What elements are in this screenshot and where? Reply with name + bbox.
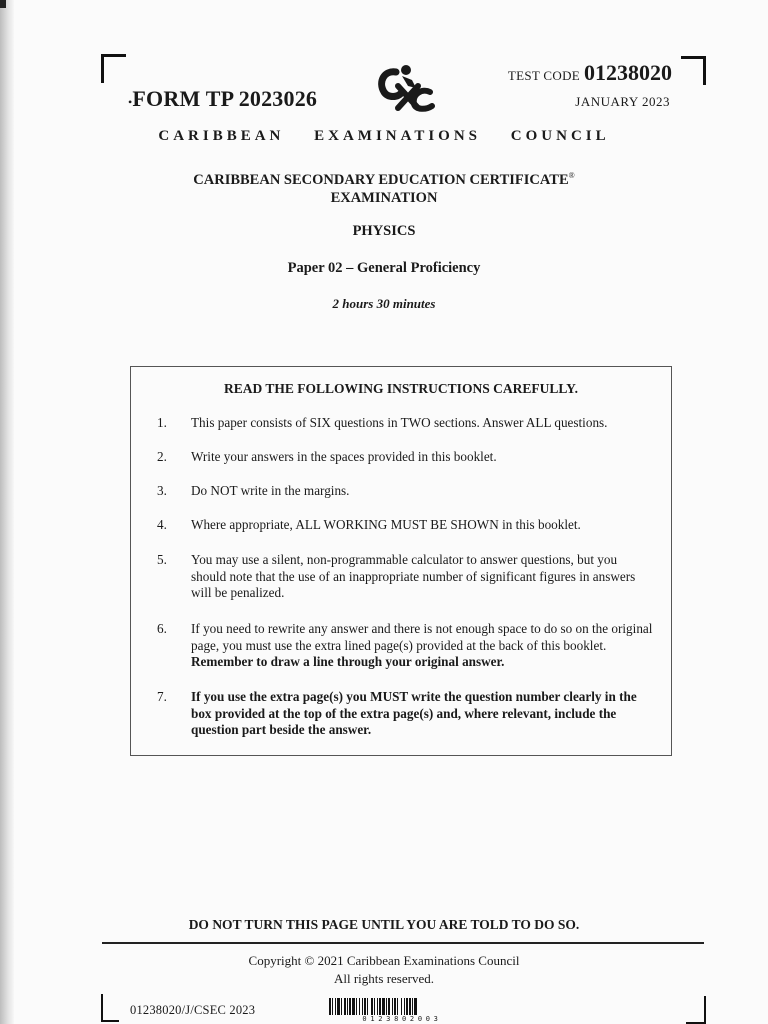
instruction-text: This paper consists of SIX questions in TWO sections. Answer ALL questions. (191, 415, 608, 430)
barcode-bars (329, 998, 475, 1015)
subject-title: PHYSICS (352, 223, 416, 239)
barcode (329, 998, 475, 1024)
instruction-text: If you need to rewrite any answer and there is not enough space to do so on the original page, you must use the extra lined page(s) provided at the back of this booklet. (191, 621, 653, 653)
registration-mark-bottom-right (686, 996, 706, 1024)
instruction-number: 2. (157, 449, 167, 464)
registered-mark: ® (568, 171, 575, 180)
page-edge-shadow (0, 0, 14, 1024)
copyright-line-2: All rights reserved. (333, 971, 434, 986)
footer-divider (102, 942, 704, 944)
instruction-number: 3. (157, 483, 167, 498)
instructions-title: READ THE FOLLOWING INSTRUCTIONS CAREFULLY. (224, 381, 578, 396)
instruction-number: 6. (157, 621, 167, 636)
test-code-label: TEST CODE (507, 68, 580, 83)
form-mark: • (128, 95, 133, 109)
barcode-digits: 0123802003 (362, 1015, 442, 1023)
instruction-text: Write your answers in the spaces provided in this booklet. (191, 449, 497, 464)
council-name: CARIBBEAN EXAMINATIONS COUNCIL (158, 128, 610, 144)
instruction-number: 1. (157, 415, 167, 430)
copyright-line-1: Copyright © 2021 Caribbean Examinations Council (248, 953, 520, 968)
copyright-notice (0, 952, 768, 988)
instruction-text: Do NOT write in the margins. (191, 483, 350, 498)
paper-title: Paper 02 – General Proficiency (287, 260, 481, 276)
barcode-bar (417, 998, 418, 1015)
test-code (508, 60, 672, 86)
form-code-text: FORM TP 2023026 (132, 86, 318, 111)
certificate-line-1: CARIBBEAN SECONDARY EDUCATION CERTIFICATE (193, 171, 569, 188)
certificate-line-2: EXAMINATION (330, 189, 438, 206)
exam-date: JANUARY 2023 (575, 94, 670, 109)
instructions-box (130, 366, 672, 756)
form-code (128, 86, 317, 112)
instruction-text-emphasis: Remember to draw a line through your original answer. (191, 654, 505, 669)
test-code-value: 01238020 (584, 60, 672, 85)
instruction-text: If you use the extra page(s) you MUST write the question number clearly in the box provided at the top of the extra page(s) and, where relevant, include the question part beside the answer. (191, 689, 637, 737)
instruction-text: You may use a silent, non-programmable calculator to answer questions, but you should note that the use of an inappropriate number of significant figures in answers will be penalized. (191, 552, 636, 600)
certificate-title (0, 167, 768, 207)
exam-duration: 2 hours 30 minutes (332, 296, 436, 311)
instruction-number: 5. (157, 552, 167, 567)
registration-mark-top-left (101, 54, 126, 83)
instruction-number: 7. (157, 689, 167, 704)
registration-mark-bottom-left (101, 994, 119, 1022)
instruction-number: 4. (157, 517, 167, 532)
instruction-text: Where appropriate, ALL WORKING MUST BE SHOWN in this booklet. (191, 517, 581, 532)
paper-code: 01238020/J/CSEC 2023 (130, 1003, 256, 1017)
edge-mark (0, 0, 6, 8)
cxc-logo (372, 62, 436, 112)
instruction-text-wrap (191, 621, 653, 671)
registration-mark-top-right (681, 56, 706, 85)
do-not-turn-warning: DO NOT TURN THIS PAGE UNTIL YOU ARE TOLD TO DO SO. (188, 917, 580, 932)
